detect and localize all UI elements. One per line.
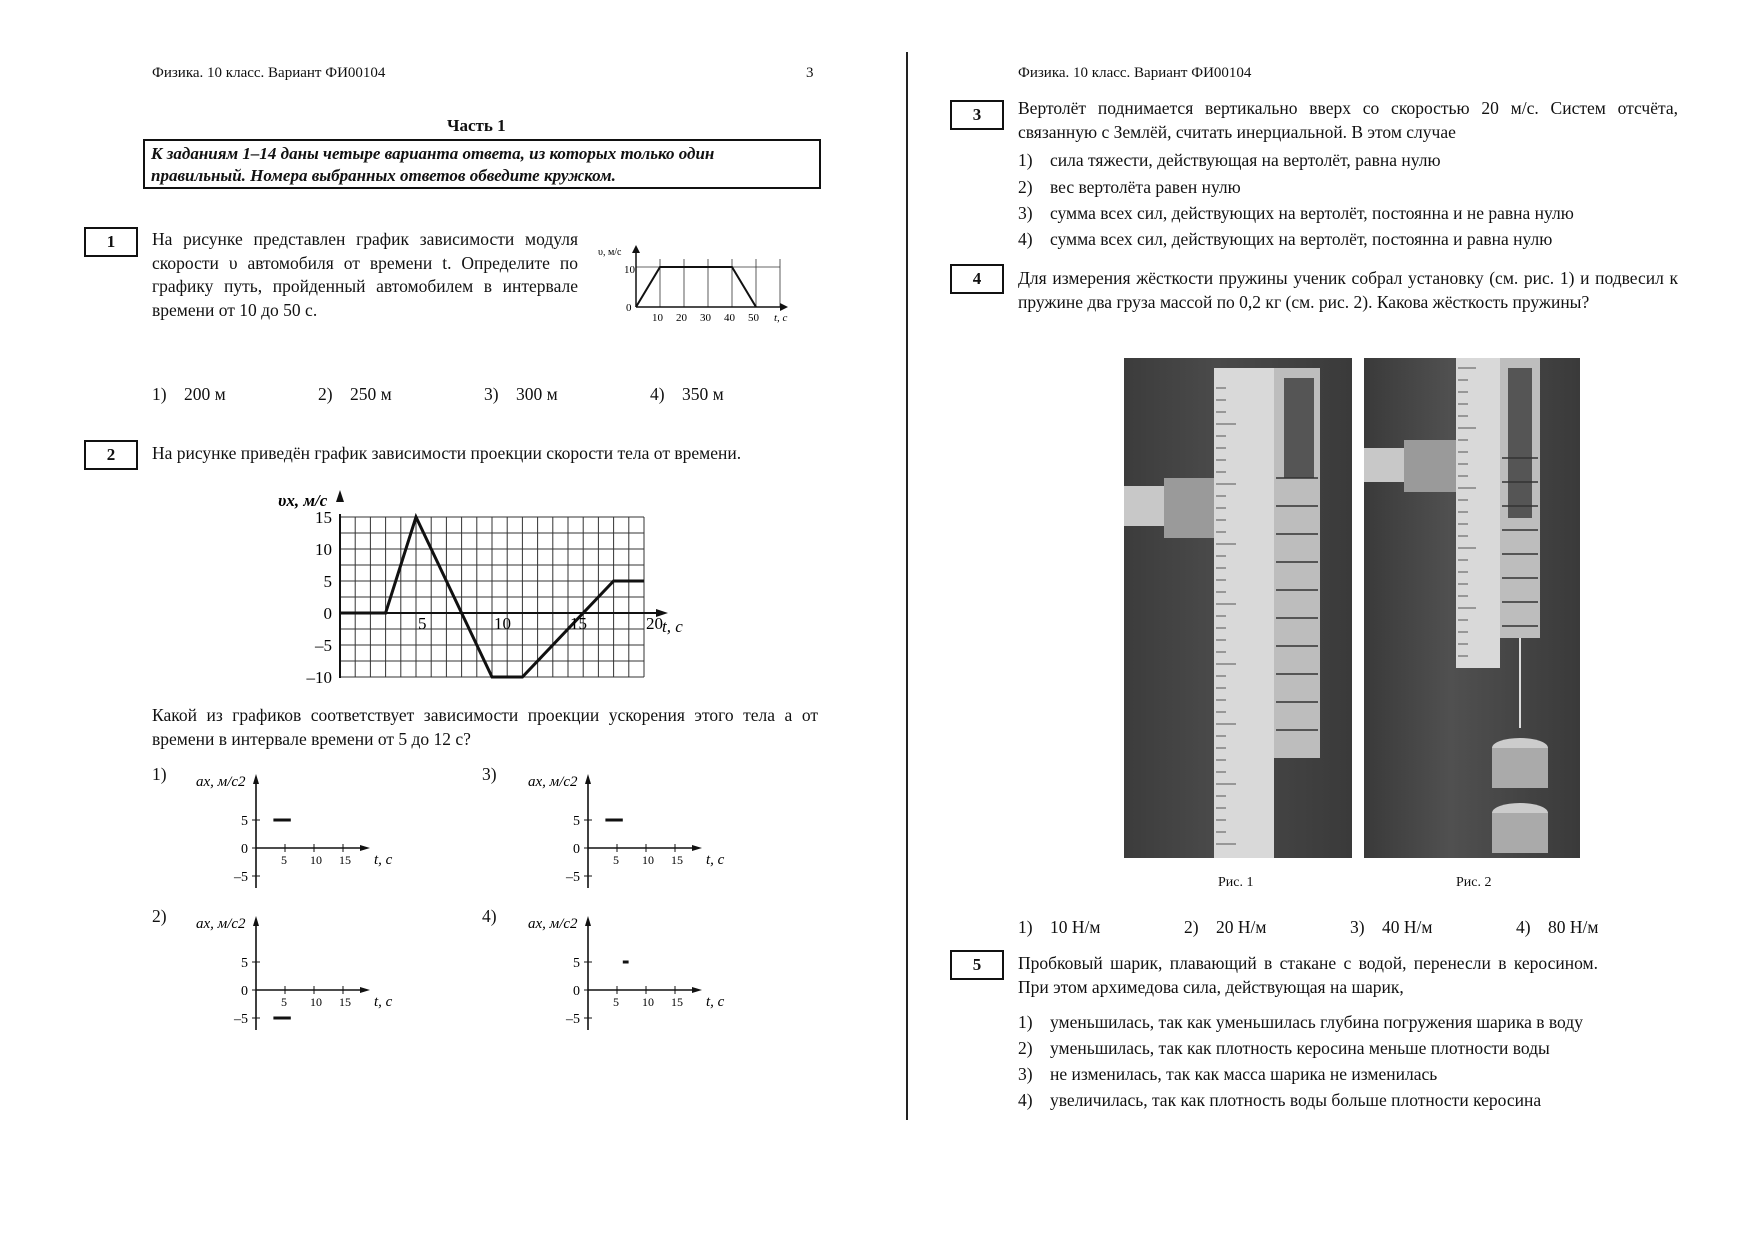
q2-option-3-num[interactable]: 3) xyxy=(482,764,497,784)
q1-option-2-num: 2) xyxy=(318,384,333,404)
opt-y-label: ax, м/с2 xyxy=(528,916,578,932)
weight-2 xyxy=(1492,813,1548,853)
q1-y-label: υ, м/с xyxy=(598,247,622,258)
figure-1-drawing xyxy=(1124,358,1352,858)
opt-xtick: 5 xyxy=(613,995,619,1009)
opt-y-arrow xyxy=(253,774,259,784)
opt-xtick: 15 xyxy=(339,995,351,1009)
q5-option-1-num: 1) xyxy=(1018,1012,1033,1032)
q5-option-2[interactable] xyxy=(1018,1038,1550,1059)
q1-xtick-10: 10 xyxy=(652,312,663,324)
q3-option-3[interactable] xyxy=(1018,203,1574,224)
opt-y-label: ax, м/с2 xyxy=(196,916,246,932)
question-4-text: Для измерения жёсткости пружины ученик собрал установку (см. рис. 1) и подвесил к пружине два груза массой по 0,2 кг (см. рис. 2). Какова жёсткость пружины? xyxy=(1018,268,1678,312)
question-number-3: 3 xyxy=(950,100,1004,130)
q3-option-1-num: 1) xyxy=(1018,150,1033,170)
question-3-text: Вертолёт поднимается вертикально вверх со скоростью 20 м/с. Систем отсчёта, связанную с Землёй, считать инерциальной. В этом случае xyxy=(1018,98,1678,142)
instruction-box xyxy=(143,139,821,189)
opt-xtick: 5 xyxy=(281,853,287,867)
q1-y-arrow xyxy=(632,245,640,253)
opt-xtick: 15 xyxy=(671,995,683,1009)
figure-1-photo xyxy=(1124,358,1352,858)
q3-option-4[interactable] xyxy=(1018,229,1552,250)
q5-option-1-text: уменьшилась, так как уменьшилась глубина погружения шарика в воду xyxy=(1050,1012,1583,1032)
q2-option-3-graph[interactable] xyxy=(522,768,742,898)
q1-option-1-text: 200 м xyxy=(184,384,226,404)
opt-x-arrow xyxy=(360,987,370,993)
right-page-header: Физика. 10 класс. Вариант ФИ00104 xyxy=(1018,65,1252,81)
opt-ytick: 0 xyxy=(573,842,580,857)
q3-option-1[interactable] xyxy=(1018,150,1441,171)
opt-x-label: t, с xyxy=(374,994,393,1010)
opt-ytick: –5 xyxy=(566,1012,580,1027)
opt-x-label: t, с xyxy=(706,994,725,1010)
question-number-2: 2 xyxy=(84,440,138,470)
question-number-5: 5 xyxy=(950,950,1004,980)
instruction-line-1: К заданиям 1–14 даны четыре варианта ответа, из которых только один xyxy=(151,144,715,163)
q4-option-4-text: 80 Н/м xyxy=(1548,917,1599,937)
opt-y-arrow xyxy=(585,774,591,784)
opt-xtick: 5 xyxy=(281,995,287,1009)
q4-option-3-text: 40 Н/м xyxy=(1382,917,1433,937)
q2-ytick: –10 xyxy=(306,668,332,687)
q2-xtick: 15 xyxy=(570,614,587,633)
page-divider xyxy=(906,52,908,1120)
q2-ytick: 0 xyxy=(323,604,332,623)
q1-option-4-num: 4) xyxy=(650,384,665,404)
left-page-header: Физика. 10 класс. Вариант ФИ00104 xyxy=(152,65,386,81)
weight-1 xyxy=(1492,748,1548,788)
q2-ytick: 15 xyxy=(315,508,332,527)
q3-option-2[interactable] xyxy=(1018,177,1241,198)
opt-ytick: 0 xyxy=(241,842,248,857)
q4-option-3-num: 3) xyxy=(1350,917,1365,937)
question-2-text: На рисунке приведён график зависимости проекции скорости тела от времени. xyxy=(152,443,742,463)
opt-xtick: 10 xyxy=(642,995,654,1009)
q3-option-2-num: 2) xyxy=(1018,177,1033,197)
opt-ytick: –5 xyxy=(234,1012,248,1027)
q1-xtick-20: 20 xyxy=(676,312,687,324)
opt-x-arrow xyxy=(360,845,370,851)
spring-2 xyxy=(1508,368,1532,518)
q4-option-4-num: 4) xyxy=(1516,917,1531,937)
q1-x-label: t, с xyxy=(774,312,788,324)
q2-velocity-chart xyxy=(270,488,690,688)
q4-option-3[interactable] xyxy=(1350,917,1432,938)
q2-xtick: 10 xyxy=(494,614,511,633)
q5-option-3-text: не изменилась, так как масса шарика не изменилась xyxy=(1050,1064,1438,1084)
q1-option-1-num: 1) xyxy=(152,384,167,404)
q1-xtick-30: 30 xyxy=(700,312,711,324)
q1-option-4[interactable] xyxy=(650,384,724,405)
question-1-text: На рисунке представлен график зависимости модуля скорости υ автомобиля от времени t. Определите по графику путь, пройденный автомобилем в интервале времени от 10 до 50 с. xyxy=(152,229,578,320)
q3-option-2-text: вес вертолёта равен нулю xyxy=(1050,177,1241,197)
q2-x-ticks xyxy=(418,614,663,633)
q2-xtick: 20 xyxy=(646,614,663,633)
opt-x-label: t, с xyxy=(374,852,393,868)
q5-option-2-num: 2) xyxy=(1018,1038,1033,1058)
q1-option-1[interactable] xyxy=(152,384,226,405)
figure-2-drawing xyxy=(1364,358,1580,858)
q2-option-1-graph[interactable] xyxy=(190,768,410,898)
question-number-4: 4 xyxy=(950,264,1004,294)
opt-ytick: 5 xyxy=(573,956,580,971)
opt-xtick: 10 xyxy=(642,853,654,867)
q3-option-4-text: сумма всех сил, действующих на вертолёт, постоянна и равна нулю xyxy=(1050,229,1553,249)
q1-xtick-40: 40 xyxy=(724,312,735,324)
q5-option-1[interactable] xyxy=(1018,1012,1583,1033)
opt-ytick: 0 xyxy=(241,984,248,999)
q1-option-3-num: 3) xyxy=(484,384,499,404)
q3-option-4-num: 4) xyxy=(1018,229,1033,249)
q1-ytick-0: 0 xyxy=(626,302,632,314)
q1-series-line xyxy=(636,267,756,307)
q1-option-3[interactable] xyxy=(484,384,558,405)
figure-1-caption: Рис. 1 xyxy=(1218,875,1254,890)
figure-2-photo xyxy=(1364,358,1580,858)
q2-option-2-graph[interactable] xyxy=(190,910,410,1040)
q2-option-4-num[interactable]: 4) xyxy=(482,906,497,926)
opt-xtick: 15 xyxy=(339,853,351,867)
q5-option-4[interactable] xyxy=(1018,1090,1541,1111)
opt-y-arrow xyxy=(253,916,259,926)
q2-xtick: 5 xyxy=(418,614,427,633)
opt-y-label: ax, м/с2 xyxy=(528,774,578,790)
q4-option-1-num: 1) xyxy=(1018,917,1033,937)
opt-ytick: 5 xyxy=(241,956,248,971)
opt-xtick: 10 xyxy=(310,853,322,867)
q1-option-4-text: 350 м xyxy=(682,384,724,404)
opt-xtick: 5 xyxy=(613,853,619,867)
q1-x-ticks xyxy=(652,312,760,324)
q5-option-3-num: 3) xyxy=(1018,1064,1033,1084)
question-2-followup: Какой из графиков соответствует зависимости проекции ускорения этого тела a от времени в интервале времени от 5 до 12 с? xyxy=(152,705,818,749)
opt-ytick: 0 xyxy=(573,984,580,999)
opt-x-arrow xyxy=(692,845,702,851)
opt-ytick: 5 xyxy=(241,814,248,829)
question-5-text: Пробковый шарик, плавающий в стакане с водой, перенесли в керосином. При этом архимедова сила, действующая на шарик, xyxy=(1018,953,1598,997)
opt-y-label: ax, м/с2 xyxy=(196,774,246,790)
q1-x-arrow xyxy=(780,303,788,311)
opt-x-arrow xyxy=(692,987,702,993)
q2-option-4-graph[interactable] xyxy=(522,910,742,1040)
opt-xtick: 15 xyxy=(671,853,683,867)
page-number: 3 xyxy=(806,65,814,81)
q4-option-1-text: 10 Н/м xyxy=(1050,917,1101,937)
q4-option-2-text: 20 Н/м xyxy=(1216,917,1267,937)
q2-y-label: υx, м/с xyxy=(278,491,328,510)
q4-option-2-num: 2) xyxy=(1184,917,1199,937)
q1-option-2-text: 250 м xyxy=(350,384,392,404)
q2-option-1-num[interactable]: 1) xyxy=(152,764,167,784)
q2-y-arrow xyxy=(336,490,344,502)
q5-option-4-num: 4) xyxy=(1018,1090,1033,1110)
q2-ytick: 10 xyxy=(315,540,332,559)
q3-option-1-text: сила тяжести, действующая на вертолёт, равна нулю xyxy=(1050,150,1441,170)
q3-option-3-text: сумма всех сил, действующих на вертолёт, постоянна и не равна нулю xyxy=(1050,203,1574,223)
question-number-1: 1 xyxy=(84,227,138,257)
opt-ytick: –5 xyxy=(234,870,248,885)
q3-option-3-num: 3) xyxy=(1018,203,1033,223)
q2-option-2-num[interactable]: 2) xyxy=(152,906,167,926)
opt-y-arrow xyxy=(585,916,591,926)
q5-option-4-text: увеличилась, так как плотность воды больше плотности керосина xyxy=(1050,1090,1542,1110)
q1-xtick-50: 50 xyxy=(748,312,759,324)
opt-x-label: t, с xyxy=(706,852,725,868)
q1-option-3-text: 300 м xyxy=(516,384,558,404)
opt-ytick: –5 xyxy=(566,870,580,885)
q1-option-2[interactable] xyxy=(318,384,392,405)
q4-option-2[interactable] xyxy=(1184,917,1266,938)
instruction-line-2: правильный. Номера выбранных ответов обведите кружком. xyxy=(151,166,616,185)
q1-speed-chart xyxy=(598,245,798,325)
q2-ytick: –5 xyxy=(315,636,332,655)
q1-ytick-10: 10 xyxy=(624,264,635,276)
q2-ytick: 5 xyxy=(323,572,332,591)
q5-option-3[interactable] xyxy=(1018,1064,1437,1085)
q5-option-2-text: уменьшилась, так как плотность керосина меньше плотности воды xyxy=(1050,1038,1550,1058)
q2-y-ticks xyxy=(306,508,333,687)
q4-option-1[interactable] xyxy=(1018,917,1100,938)
q2-x-label: t, с xyxy=(662,617,683,636)
opt-ytick: 5 xyxy=(573,814,580,829)
figure-2-caption: Рис. 2 xyxy=(1456,875,1492,890)
part-title: Часть 1 xyxy=(447,116,506,135)
q4-option-4[interactable] xyxy=(1516,917,1598,938)
opt-xtick: 10 xyxy=(310,995,322,1009)
spring-1 xyxy=(1284,378,1314,478)
